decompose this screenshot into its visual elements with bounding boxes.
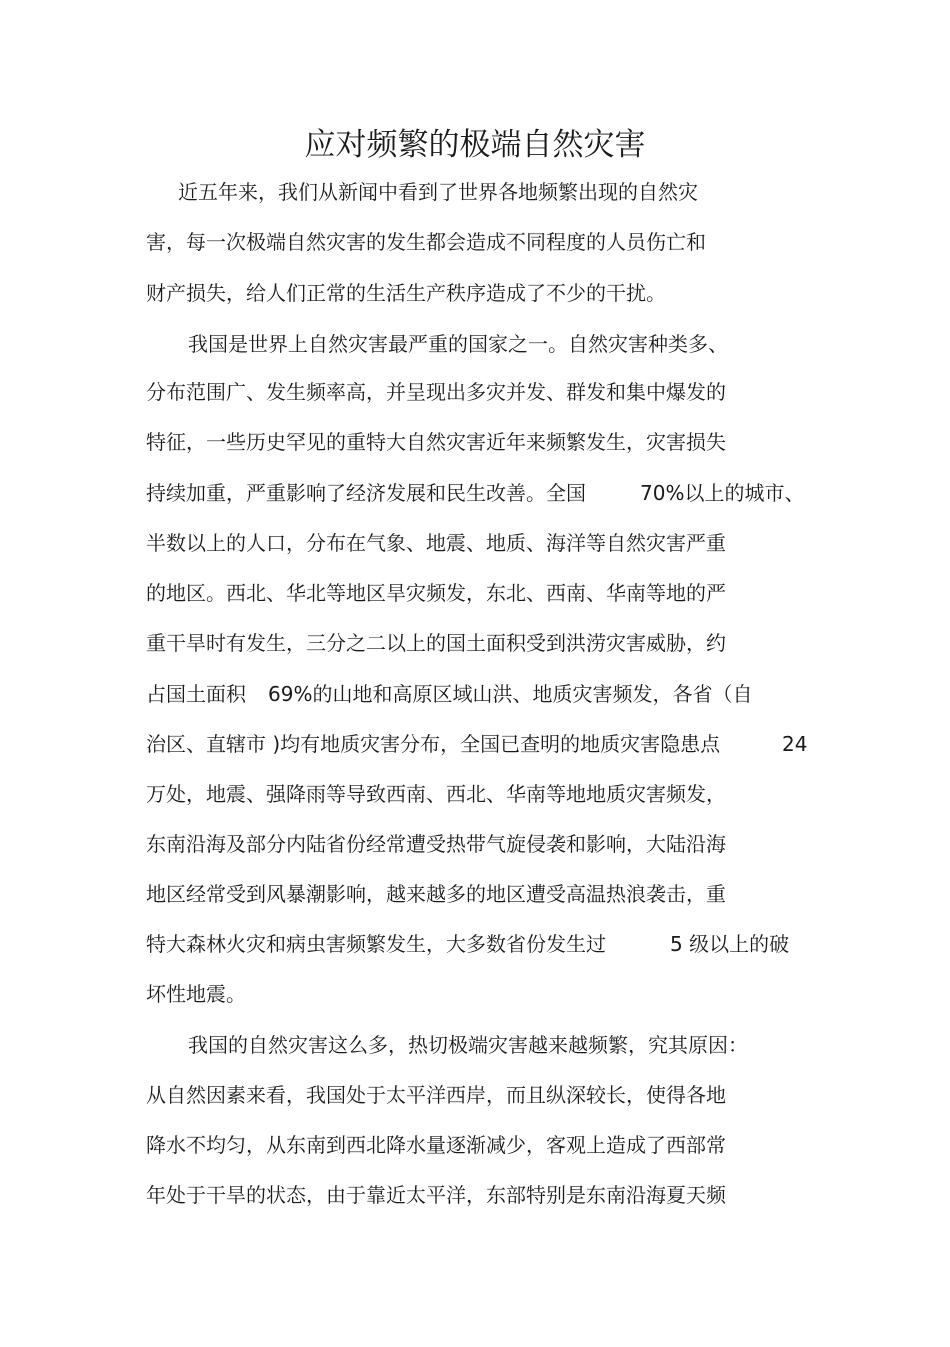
paragraph-1-line-3: 财产损失，给人们正常的生活生产秩序造成了不少的干扰。 [146,281,666,305]
paragraph-1-line-2: 害，每一次极端自然灾害的发生都会造成不同程度的人员伤亡和 [146,230,706,254]
line-text: 占国土面积 [146,682,246,706]
line-text: 特大森林火灾和病虫害频繁发生，大多数省份发生过 [146,932,606,956]
paragraph-2-line-1: 我国是世界上自然灾害最严重的国家之一。自然灾害种类多、 [188,332,728,356]
line-text-percent: 69%的山地和高原区域山洪、地质灾害频发，各省（自 [268,682,753,706]
paragraph-2-line-8 [146,679,810,709]
paragraph-2-line-12: 地区经常受到风暴潮影响，越来越多的地区遭受高温热浪袭击，重 [146,882,726,906]
paragraph-2-line-6: 的地区。西北、华北等地区旱灾频发，东北、西南、华南等地的严 [146,581,726,605]
document-title: 应对频繁的极端自然灾害 [304,127,646,163]
paragraph-1-line-1: 近五年来，我们从新闻中看到了世界各地频繁出现的自然灾 [178,180,698,204]
paragraph-3-line-1: 我国的自然灾害这么多，热切极端灾害越来越频繁，究其原因： [188,1033,748,1057]
paragraph-3-line-2: 从自然因素来看，我国处于太平洋西岸，而且纵深较长，使得各地 [146,1083,726,1107]
paragraph-2-line-2: 分布范围广、发生频率高，并呈现出多灾并发、群发和集中爆发的 [146,380,726,404]
paragraph-2-line-5: 半数以上的人口，分布在气象、地震、地质、海洋等自然灾害严重 [146,531,726,555]
paragraph-2-line-11: 东南沿海及部分内陆省份经常遭受热带气旋侵袭和影响，大陆沿海 [146,832,726,856]
paragraph-2-line-9 [146,729,810,759]
paragraph-2-line-10: 万处，地震、强降雨等导致西南、西北、华南等地地质灾害频发， [146,782,726,806]
paragraph-3-line-4: 年处于干旱的状态，由于靠近太平洋，东部特别是东南沿海夏天频 [146,1183,726,1207]
paragraph-2-line-4 [146,478,810,508]
paragraph-2-line-13 [146,929,810,959]
line-text: 治区、直辖市 )均有地质灾害分布，全国已查明的地质灾害隐患点 [146,732,721,756]
line-text-percent: 70%以上的城市、 [640,481,805,505]
paragraph-2-line-3: 特征，一些历史罕见的重特大自然灾害近年来频繁发生，灾害损失 [146,430,726,454]
line-text-number: 5 级以上的破 [670,932,790,956]
paragraph-3-line-3: 降水不均匀，从东南到西北降水量逐渐减少，客观上造成了西部常 [146,1133,726,1157]
line-text-number: 24 [782,732,808,756]
line-text: 持续加重，严重影响了经济发展和民生改善。全国 [146,481,586,505]
paragraph-2-line-7: 重干旱时有发生，三分之二以上的国土面积受到洪涝灾害威胁，约 [146,631,726,655]
paragraph-2-line-14: 坏性地震。 [146,982,246,1006]
